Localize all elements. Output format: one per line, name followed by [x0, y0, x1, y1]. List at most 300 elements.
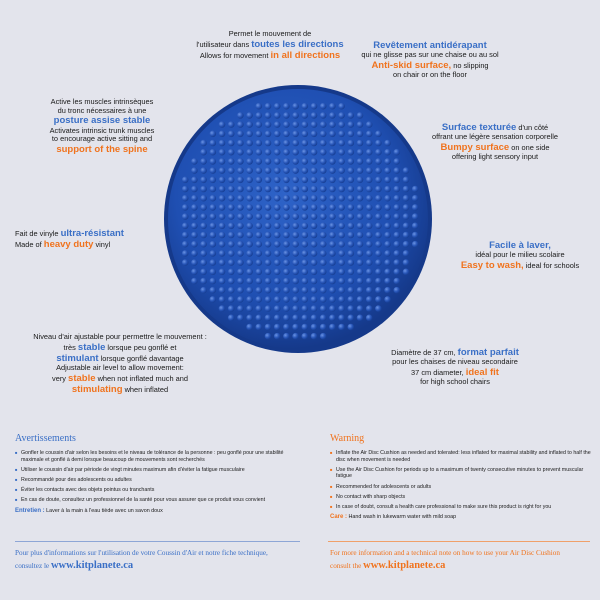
disc-bump — [283, 158, 290, 165]
disc-bump — [182, 186, 189, 193]
disc-bump — [200, 186, 207, 193]
callout-diameter: Diamètre de 37 cm, format parfait pour les chaises de niveau secondaire 37 cm diameter, ideal fit for high school chairs — [391, 347, 519, 387]
disc-bump — [237, 250, 244, 257]
warnings-french-list — [15, 450, 305, 504]
disc-bump — [329, 315, 336, 322]
disc-bump — [191, 278, 198, 285]
disc-bump — [302, 121, 309, 128]
disc-bump — [384, 186, 391, 193]
disc-bump — [320, 241, 327, 248]
disc-bump — [237, 296, 244, 303]
disc-bump — [338, 250, 345, 257]
disc-bump — [320, 315, 327, 322]
disc-bump — [357, 149, 364, 156]
disc-bump — [265, 223, 272, 230]
disc-bump — [329, 305, 336, 312]
disc-bump — [329, 296, 336, 303]
disc-bump — [191, 167, 198, 174]
highlight-orange: stable — [68, 372, 96, 384]
disc-bump — [403, 223, 410, 230]
disc-bump — [228, 305, 235, 312]
disc-bump — [219, 177, 226, 184]
list-item: ■ Utiliser le coussin d'air par période de vingt minutes maximum afin d'éviter la fatigue musculaire — [15, 467, 305, 474]
disc-bump — [274, 186, 281, 193]
disc-bump — [283, 315, 290, 322]
disc-bump — [256, 296, 263, 303]
disc-bump — [320, 213, 327, 220]
disc-bump — [246, 195, 253, 202]
disc-bump — [403, 204, 410, 211]
disc-bump — [246, 296, 253, 303]
disc-bump — [191, 213, 198, 220]
disc-bump — [200, 269, 207, 276]
disc-bump — [274, 195, 281, 202]
disc-bump — [246, 232, 253, 239]
disc-bump — [274, 315, 281, 322]
disc-bump — [200, 223, 207, 230]
disc-bump — [394, 186, 401, 193]
disc-bump — [320, 278, 327, 285]
disc-bump — [219, 305, 226, 312]
disc-bump — [311, 195, 318, 202]
disc-bump — [265, 121, 272, 128]
callout-adjustable-air: Niveau d'air ajustable pour permettre le mouvement : très stable lorsque peu gonflé et stimulant lorsque gonflé davantage Adjustable air level to allow movement: very stable when not inflated much and stimulating when inflated — [33, 332, 207, 396]
list-item: ■ No contact with sharp objects — [330, 494, 592, 501]
disc-bump — [311, 177, 318, 184]
disc-bump — [237, 186, 244, 193]
disc-bump — [200, 259, 207, 266]
disc-bump — [394, 167, 401, 174]
disc-bump — [311, 296, 318, 303]
disc-bump — [292, 232, 299, 239]
highlight-orange: Easy to wash, — [460, 259, 524, 271]
disc-bump — [375, 195, 382, 202]
disc-bump — [237, 223, 244, 230]
disc-bump — [357, 241, 364, 248]
disc-bump — [338, 315, 345, 322]
disc-bump — [311, 259, 318, 266]
disc-bump — [384, 213, 391, 220]
disc-bump — [274, 140, 281, 147]
disc-bump — [302, 149, 309, 156]
disc-bump — [394, 259, 401, 266]
disc-bump — [348, 223, 355, 230]
disc-bump — [274, 305, 281, 312]
callout-text: Permet le mouvement de — [228, 29, 312, 38]
disc-bump — [329, 287, 336, 294]
disc-bump — [200, 177, 207, 184]
disc-bump — [320, 296, 327, 303]
disc-bump — [366, 131, 373, 138]
disc-bump — [292, 287, 299, 294]
disc-bump — [237, 241, 244, 248]
disc-bump — [338, 241, 345, 248]
disc-bump — [274, 232, 281, 239]
disc-bump — [283, 223, 290, 230]
disc-bump — [348, 250, 355, 257]
disc-bump — [394, 177, 401, 184]
disc-bump — [338, 158, 345, 165]
disc-bump — [375, 278, 382, 285]
disc-bump — [256, 103, 263, 110]
disc-bump — [274, 131, 281, 138]
disc-bump — [292, 315, 299, 322]
disc-bump — [182, 195, 189, 202]
list-item: ■ Inflate the Air Disc Cushion as needed and tolerated: less inflated for maximal stability and inflated to half the disc when movement is needed — [330, 450, 592, 463]
disc-bump — [292, 296, 299, 303]
disc-bump — [329, 167, 336, 174]
disc-bump — [384, 250, 391, 257]
highlight-orange: Bumpy surface — [440, 141, 510, 153]
disc-bump — [210, 287, 217, 294]
website-link[interactable]: www.kitplanete.ca — [50, 559, 134, 571]
warnings-french-title: Avertissements — [15, 433, 76, 444]
disc-bump — [265, 186, 272, 193]
disc-bump — [329, 259, 336, 266]
disc-bump — [237, 177, 244, 184]
disc-bump — [283, 149, 290, 156]
disc-bump — [375, 287, 382, 294]
disc-bump — [348, 278, 355, 285]
disc-bump — [219, 241, 226, 248]
disc-bump — [246, 278, 253, 285]
disc-bump — [357, 195, 364, 202]
disc-bump — [311, 149, 318, 156]
disc-bump — [191, 241, 198, 248]
disc-bump — [357, 296, 364, 303]
disc-bump — [256, 112, 263, 119]
disc-bump — [246, 250, 253, 257]
disc-bump — [237, 278, 244, 285]
disc-bump — [302, 177, 309, 184]
disc-bump — [283, 204, 290, 211]
disc-bump — [320, 250, 327, 257]
disc-bump — [256, 186, 263, 193]
disc-bump — [302, 204, 309, 211]
disc-bump — [200, 287, 207, 294]
disc-bump — [274, 112, 281, 119]
disc-bump — [338, 112, 345, 119]
disc-bump — [228, 287, 235, 294]
disc-bump — [375, 223, 382, 230]
disc-bump — [265, 204, 272, 211]
disc-bump — [265, 177, 272, 184]
disc-bump — [274, 213, 281, 220]
disc-bump — [219, 121, 226, 128]
disc-bump — [366, 241, 373, 248]
disc-bump — [384, 167, 391, 174]
disc-bump — [265, 103, 272, 110]
disc-bump — [357, 177, 364, 184]
disc-bump — [210, 278, 217, 285]
disc-bump — [256, 269, 263, 276]
disc-bump — [329, 158, 336, 165]
highlight-blue: posture assise stable — [53, 115, 151, 127]
disc-bump — [210, 140, 217, 147]
disc-bump — [329, 324, 336, 331]
disc-bump — [403, 195, 410, 202]
disc-bump — [357, 287, 364, 294]
disc-bump — [302, 305, 309, 312]
disc-bump — [394, 149, 401, 156]
disc-bump — [394, 232, 401, 239]
disc-bump — [256, 250, 263, 257]
disc-bump — [320, 305, 327, 312]
disc-bump — [311, 250, 318, 257]
disc-bump — [256, 140, 263, 147]
disc-bump — [228, 223, 235, 230]
disc-bump — [228, 278, 235, 285]
disc-bump — [265, 333, 272, 340]
disc-bump — [283, 241, 290, 248]
disc-bump — [338, 324, 345, 331]
disc-bump — [256, 158, 263, 165]
disc-bump — [219, 296, 226, 303]
disc-bump — [338, 140, 345, 147]
disc-bump — [219, 232, 226, 239]
disc-bump — [283, 250, 290, 257]
care-instructions-french: Entretien : Laver à la main à l'eau tiède avec un savon doux — [15, 507, 163, 514]
disc-bump — [384, 241, 391, 248]
disc-bump — [283, 195, 290, 202]
disc-bump — [283, 103, 290, 110]
disc-bump — [256, 315, 263, 322]
disc-bump — [256, 305, 263, 312]
callout-all-directions: Permet le mouvement de l'utilisateur dans toutes les directions Allows for movement in all directions — [170, 30, 370, 61]
disc-bump — [384, 158, 391, 165]
disc-bump — [357, 112, 364, 119]
disc-bump — [219, 195, 226, 202]
disc-bump — [256, 213, 263, 220]
disc-bump — [403, 259, 410, 266]
disc-bump — [338, 305, 345, 312]
disc-bump — [366, 195, 373, 202]
disc-bump — [302, 278, 309, 285]
disc-bump — [274, 204, 281, 211]
disc-bump — [366, 140, 373, 147]
disc-bump — [200, 241, 207, 248]
disc-bump — [274, 333, 281, 340]
disc-bump — [348, 315, 355, 322]
disc-bump — [302, 250, 309, 257]
disc-bump — [265, 296, 272, 303]
disc-bump — [228, 149, 235, 156]
disc-bump — [182, 250, 189, 257]
disc-bump — [274, 296, 281, 303]
disc-bump — [219, 213, 226, 220]
disc-bump — [265, 112, 272, 119]
disc-bump — [210, 167, 217, 174]
disc-bump — [384, 223, 391, 230]
disc-bump — [237, 195, 244, 202]
disc-bump — [274, 259, 281, 266]
highlight-blue: toutes les directions — [251, 38, 344, 50]
disc-bump — [283, 296, 290, 303]
disc-bump — [357, 269, 364, 276]
highlight-blue: Facile à laver, — [489, 240, 551, 251]
disc-bump — [338, 149, 345, 156]
disc-bump — [210, 158, 217, 165]
disc-bump — [366, 305, 373, 312]
disc-bump — [338, 269, 345, 276]
list-item: ■ Éviter les contacts avec des objets pointus ou tranchants — [15, 487, 305, 494]
disc-bump — [320, 223, 327, 230]
disc-bump — [302, 296, 309, 303]
disc-bump — [338, 287, 345, 294]
disc-bump — [228, 204, 235, 211]
disc-bump — [375, 177, 382, 184]
disc-bump — [311, 315, 318, 322]
disc-bump — [283, 213, 290, 220]
disc-bump — [292, 305, 299, 312]
disc-bump — [182, 177, 189, 184]
disc-bump — [384, 278, 391, 285]
disc-bump — [210, 177, 217, 184]
disc-bump — [292, 158, 299, 165]
warnings-english — [330, 433, 592, 520]
disc-bump — [292, 269, 299, 276]
disc-bump — [200, 140, 207, 147]
disc-bump — [292, 278, 299, 285]
disc-bump — [311, 131, 318, 138]
disc-bump — [246, 149, 253, 156]
disc-bump — [320, 269, 327, 276]
disc-bump — [191, 250, 198, 257]
disc-bump — [265, 149, 272, 156]
disc-bump — [228, 186, 235, 193]
disc-bump — [311, 158, 318, 165]
disc-bump — [292, 324, 299, 331]
disc-bump — [348, 112, 355, 119]
disc-bump — [348, 204, 355, 211]
disc-bump — [320, 149, 327, 156]
disc-bump — [182, 213, 189, 220]
disc-bump — [228, 259, 235, 266]
disc-bump — [246, 287, 253, 294]
highlight-orange: in all directions — [270, 49, 341, 61]
disc-bump — [394, 269, 401, 276]
disc-bump — [283, 112, 290, 119]
disc-bump — [338, 167, 345, 174]
disc-bump — [246, 223, 253, 230]
disc-bump — [329, 149, 336, 156]
disc-bump — [274, 324, 281, 331]
disc-bump — [320, 204, 327, 211]
disc-bump — [228, 232, 235, 239]
disc-bump — [228, 158, 235, 165]
disc-bump — [329, 195, 336, 202]
disc-bump — [283, 333, 290, 340]
disc-bump — [320, 324, 327, 331]
disc-bump — [292, 140, 299, 147]
list-item: ■ Recommended for adolescents or adults — [330, 484, 592, 491]
disc-bump — [246, 131, 253, 138]
disc-bump — [375, 259, 382, 266]
disc-bump — [375, 167, 382, 174]
disc-bump — [228, 269, 235, 276]
disc-bump — [320, 167, 327, 174]
disc-bump — [348, 140, 355, 147]
disc-bump — [302, 223, 309, 230]
disc-bump — [246, 241, 253, 248]
disc-bump — [246, 112, 253, 119]
disc-bump — [191, 158, 198, 165]
disc-bump — [375, 186, 382, 193]
disc-bump — [375, 232, 382, 239]
disc-bump — [302, 232, 309, 239]
disc-bump — [274, 121, 281, 128]
disc-bump — [366, 232, 373, 239]
disc-bump — [265, 269, 272, 276]
disc-bump — [412, 195, 419, 202]
disc-bump — [311, 186, 318, 193]
disc-bump — [348, 186, 355, 193]
disc-bump — [302, 333, 309, 340]
disc-bump — [384, 269, 391, 276]
disc-bump — [302, 112, 309, 119]
disc-bump — [329, 121, 336, 128]
disc-bump — [311, 223, 318, 230]
disc-bump — [210, 296, 217, 303]
air-disc-cushion-image — [163, 84, 433, 354]
disc-bump — [338, 223, 345, 230]
disc-bump — [237, 140, 244, 147]
disc-bump — [311, 287, 318, 294]
disc-bump — [283, 186, 290, 193]
disc-bump — [256, 167, 263, 174]
disc-bump — [228, 241, 235, 248]
disc-bump — [256, 324, 263, 331]
disc-bump — [256, 121, 263, 128]
disc-bump — [338, 131, 345, 138]
disc-bump — [394, 223, 401, 230]
disc-bump — [375, 250, 382, 257]
disc-bump — [403, 167, 410, 174]
disc-bump — [283, 269, 290, 276]
disc-bump — [320, 112, 327, 119]
highlight-blue: stimulant — [56, 352, 99, 364]
disc-bump — [375, 241, 382, 248]
disc-bump — [311, 103, 318, 110]
disc-bump — [338, 186, 345, 193]
disc-bump — [320, 333, 327, 340]
highlight-orange: Anti-skid surface, — [371, 59, 452, 71]
disc-bump — [292, 186, 299, 193]
callout-posture: Active les muscles intrinsèques du tronc nécessaires à une posture assise stable Activates intrinsic trunk muscles to encourage active sitting and support of the spine — [32, 98, 172, 155]
disc-bump — [256, 259, 263, 266]
disc-bump — [384, 232, 391, 239]
disc-bump — [384, 259, 391, 266]
disc-bump — [329, 103, 336, 110]
highlight-orange: stimulating — [71, 384, 123, 396]
disc-bump — [256, 195, 263, 202]
disc-bump — [320, 287, 327, 294]
disc-bump — [338, 296, 345, 303]
disc-bump — [265, 305, 272, 312]
disc-bump — [366, 315, 373, 322]
disc-bump — [292, 250, 299, 257]
disc-bump — [403, 232, 410, 239]
disc-bump — [228, 140, 235, 147]
disc-bump — [302, 186, 309, 193]
disc-bump — [357, 213, 364, 220]
disc-bump — [283, 232, 290, 239]
disc-bump — [348, 324, 355, 331]
website-link[interactable]: www.kitplanete.ca — [363, 559, 446, 571]
list-item: ■ In case of doubt, consult a health care professional to make sure this product is right for you — [330, 504, 592, 511]
disc-bump — [329, 177, 336, 184]
disc-bump — [246, 121, 253, 128]
